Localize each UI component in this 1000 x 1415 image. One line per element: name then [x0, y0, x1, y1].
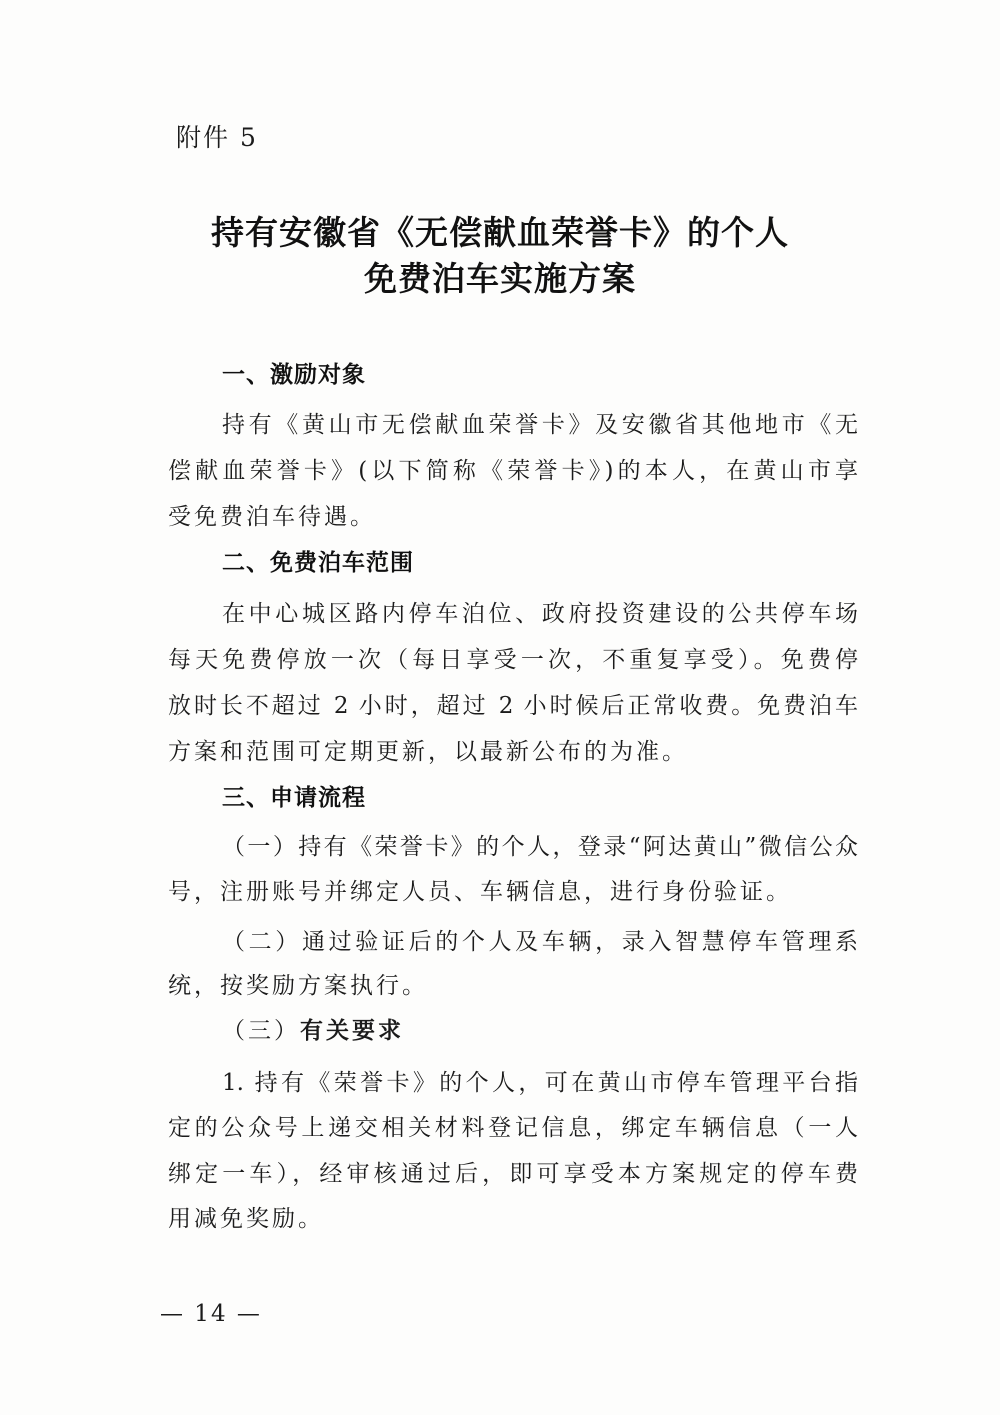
section-heading-incentive-target: 一、激励对象 [222, 362, 366, 388]
paragraph-line: 放时长不超过 2 小时，超过 2 小时候后正常收费。免费泊车 [168, 693, 858, 719]
document-title-line-1: 持有安徽省《无偿献血荣誉卡》的个人 [211, 213, 789, 252]
paragraph-line: 用减免奖励。 [168, 1206, 324, 1232]
paragraph-line: 偿献血荣誉卡》(以下简称《荣誉卡》)的本人，在黄山市享 [168, 458, 858, 484]
paragraph-line: 方案和范围可定期更新，以最新公布的为准。 [168, 739, 688, 765]
paragraph-line: 在中心城区路内停车泊位、政府投资建设的公共停车场 [222, 601, 858, 627]
paragraph-line: 每天免费停放一次（每日享受一次，不重复享受）。免费停 [168, 647, 858, 673]
section-heading-free-parking-scope: 二、免费泊车范围 [222, 550, 414, 576]
subsection-number: （三） [222, 1018, 300, 1044]
paragraph-line: 受免费泊车待遇。 [168, 504, 376, 530]
paragraph-line: 统，按奖励方案执行。 [168, 973, 428, 999]
attachment-label: 附件 5 [176, 123, 258, 152]
page-number: — 14 — [160, 1301, 262, 1327]
paragraph-line: 1. 持有《荣誉卡》的个人，可在黄山市停车管理平台指 [222, 1070, 858, 1096]
paragraph-line: 号，注册账号并绑定人员、车辆信息，进行身份验证。 [168, 879, 792, 905]
paragraph-line: （二）通过验证后的个人及车辆，录入智慧停车管理系 [222, 929, 858, 955]
section-heading-application-process: 三、申请流程 [222, 785, 366, 811]
paragraph-line: 定的公众号上递交相关材料登记信息，绑定车辆信息（一人 [168, 1115, 858, 1141]
document-title-line-2: 免费泊车实施方案 [364, 259, 636, 298]
paragraph-line: 持有《黄山市无偿献血荣誉卡》及安徽省其他地市《无 [222, 412, 858, 438]
subsection-title: 有关要求 [300, 1018, 404, 1044]
paragraph-line: （一）持有《荣誉卡》的个人，登录“阿达黄山”微信公众 [222, 834, 858, 860]
subsection-heading-requirements [222, 1011, 404, 1051]
paragraph-line: 绑定一车），经审核通过后，即可享受本方案规定的停车费 [168, 1161, 858, 1187]
